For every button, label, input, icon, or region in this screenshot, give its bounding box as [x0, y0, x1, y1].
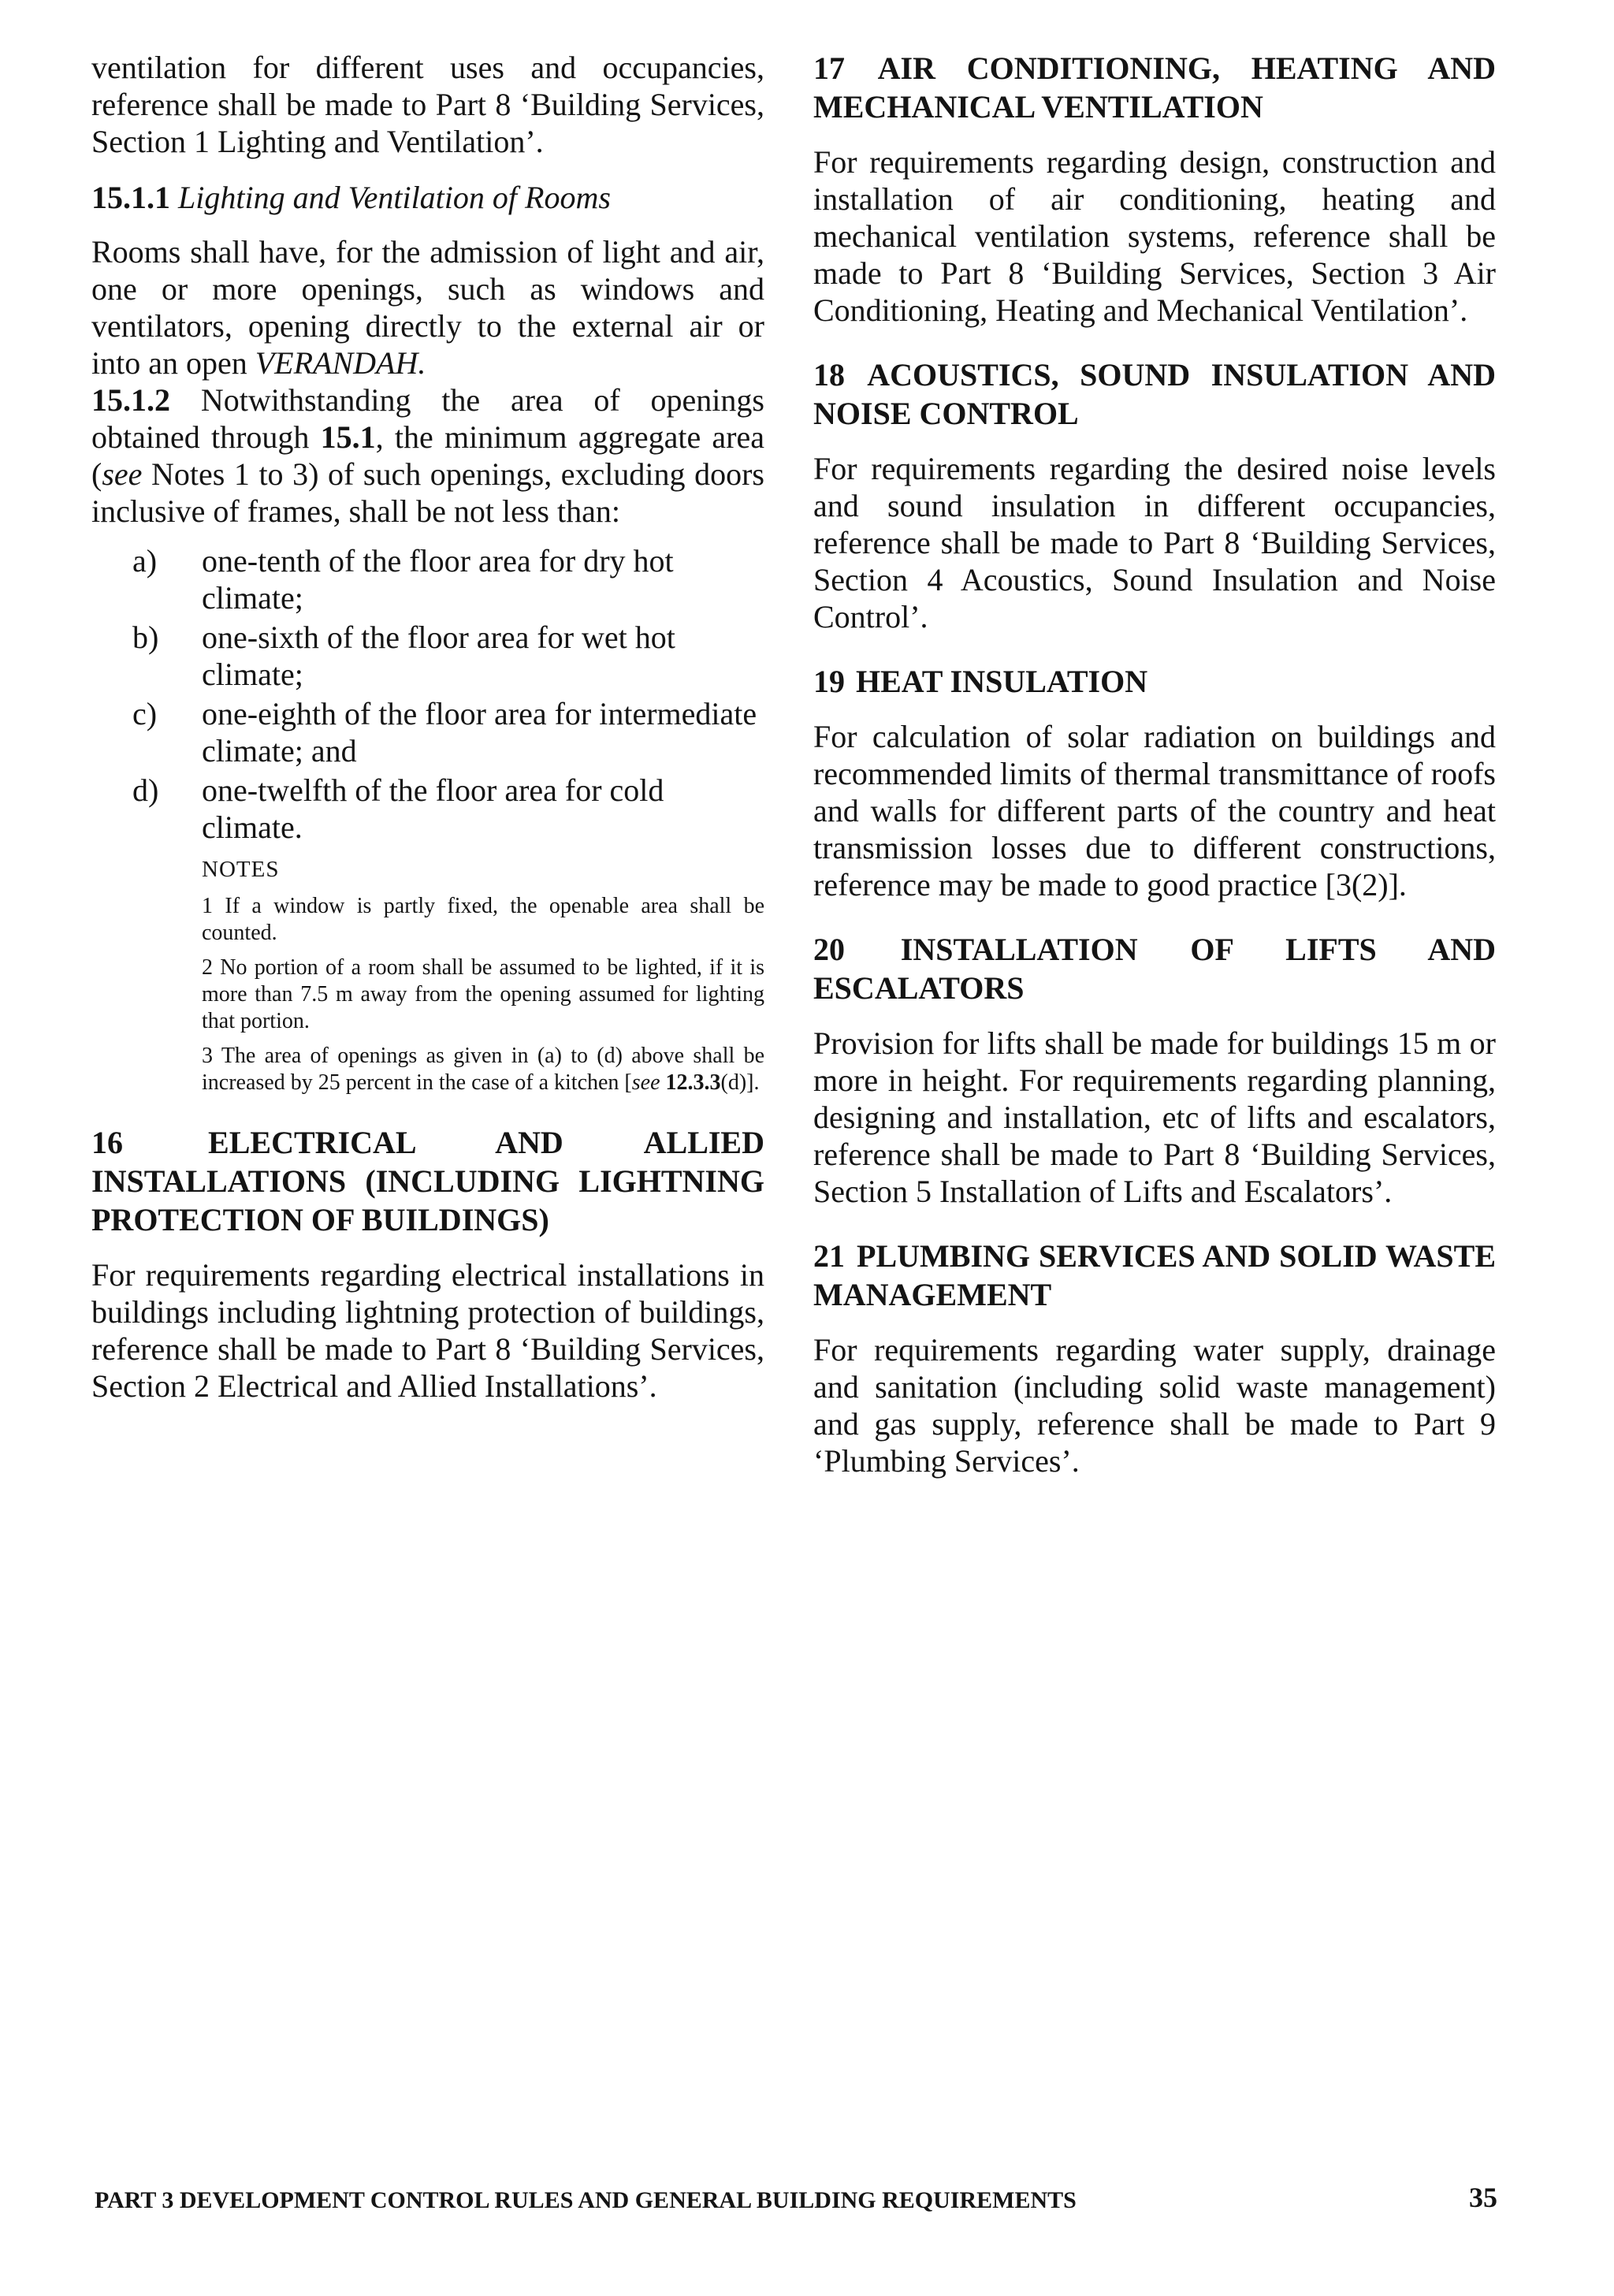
- right-column: [813, 49, 1496, 1479]
- section-17-heading: 17 AIR CONDITIONING, HEATING AND MECHANICAL VENTILATION: [813, 50, 1496, 125]
- section-20-paragraph: Provision for lifts shall be made for buildings 15 m or more in height. For requirements regarding planning, designing and installation, etc of lifts and escalators, reference shall be made to Part 8 ‘Building Services, Section 5 Installation of Lifts and Escalators’.: [813, 1025, 1496, 1209]
- subclause-heading: [91, 179, 764, 216]
- clause-number: 15.1.2: [91, 382, 170, 418]
- section-19-paragraph: For calculation of solar radiation on buildings and recommended limits of thermal transmittance of roofs and walls for different parts of the country and heat transmission losses due to different constructions, reference may be made to good practice [3(2)].: [813, 719, 1496, 902]
- section-21-heading: 21 PLUMBING SERVICES AND SOLID WASTE MANAGEMENT: [813, 1238, 1497, 1312]
- notes-heading: NOTES: [202, 857, 280, 882]
- section-16-paragraph: For requirements regarding electrical installations in buildings including lightning protection of buildings, reference shall be made to Part 8 ‘Building Services, Section 2 Electrical and Allied Installations’.: [91, 1257, 764, 1404]
- rooms-text: Rooms shall have, for the admission of light and air, one or more openings, such as windows and ventilators, opening directly to the external air or into an open: [91, 234, 764, 381]
- notes-block: [202, 854, 764, 1096]
- list-item: c) one-eighth of the floor area for intermediate climate; and: [132, 696, 757, 768]
- section-20-heading: 20 INSTALLATION OF LIFTS AND ESCALATORS: [813, 932, 1496, 1006]
- subclause-title: Lighting and Ventilation of Rooms: [178, 180, 611, 215]
- section-16-heading: 16 ELECTRICAL AND ALLIED INSTALLATIONS (INCLUDING LIGHTNING PROTECTION OF BUILDINGS): [91, 1125, 765, 1237]
- clause-see: see: [102, 456, 143, 492]
- list-item: d) one-twelfth of the floor area for cold climate.: [132, 772, 664, 845]
- clause-text-a: Notwithstanding the area of openings obtained through: [91, 382, 764, 455]
- clause-text-b: , the minimum aggregate area (: [91, 419, 765, 492]
- section-18-heading: 18 ACOUSTICS, SOUND INSULATION AND NOISE CONTROL: [813, 357, 1496, 431]
- section-18-paragraph: For requirements regarding the desired noise levels and sound insulation in different occupancies, reference shall be made to Part 8 ‘Building Services, Section 4 Acoustics, Sound Insulation and Noise Control’.: [813, 451, 1496, 634]
- verandah-term: VERANDAH.: [255, 345, 426, 381]
- intro-paragraph: ventilation for different uses and occupancies, reference shall be made to Part 8 ‘Building Services, Section 1 Lighting and Ventilation’.: [91, 50, 764, 159]
- list-item: a) one-tenth of the floor area for dry hot climate;: [132, 543, 674, 616]
- section-21-paragraph: For requirements regarding water supply, drainage and sanitation (including solid waste management) and gas supply, reference shall be made to Part 9 ‘Plumbing Services’.: [813, 1332, 1496, 1479]
- left-column: [91, 49, 764, 1405]
- clause-text-c: Notes 1 to 3) of such openings, excluding doors inclusive of frames, shall be not less than:: [91, 456, 764, 529]
- list-item: b) one-sixth of the floor area for wet hot climate;: [132, 620, 675, 692]
- subclause-number: 15.1.1: [91, 180, 170, 215]
- clause-reference: 15.1: [320, 419, 376, 455]
- section-17-paragraph: For requirements regarding design, construction and installation of air conditioning, heating and mechanical ventilation systems, reference shall be made to Part 8 ‘Building Services, Section 3 Air Conditioning, Heating and Mechanical Ventilation’.: [813, 144, 1496, 328]
- page-number: 35: [1469, 2182, 1497, 2213]
- note-1: 1 If a window is partly fixed, the openable area shall be counted.: [202, 894, 764, 945]
- note-3: 3 The area of openings as given in (a) to (d) above shall be increased by 25 percent in the case of a kitchen [see 12.3.3(d)].: [202, 1044, 765, 1095]
- section-19-heading: 19 HEAT INSULATION: [813, 664, 1148, 699]
- climate-list: [91, 542, 764, 846]
- rooms-paragraph: [91, 233, 764, 381]
- clause-15-1-2: [91, 381, 764, 530]
- note-2: 2 No portion of a room shall be assumed to be lighted, if it is more than 7.5 m away from the opening assumed for lighting that portion.: [202, 955, 765, 1033]
- footer-text: PART 3 DEVELOPMENT CONTROL RULES AND GENERAL BUILDING REQUIREMENTS: [95, 2187, 1077, 2213]
- page-footer: [95, 2182, 1497, 2216]
